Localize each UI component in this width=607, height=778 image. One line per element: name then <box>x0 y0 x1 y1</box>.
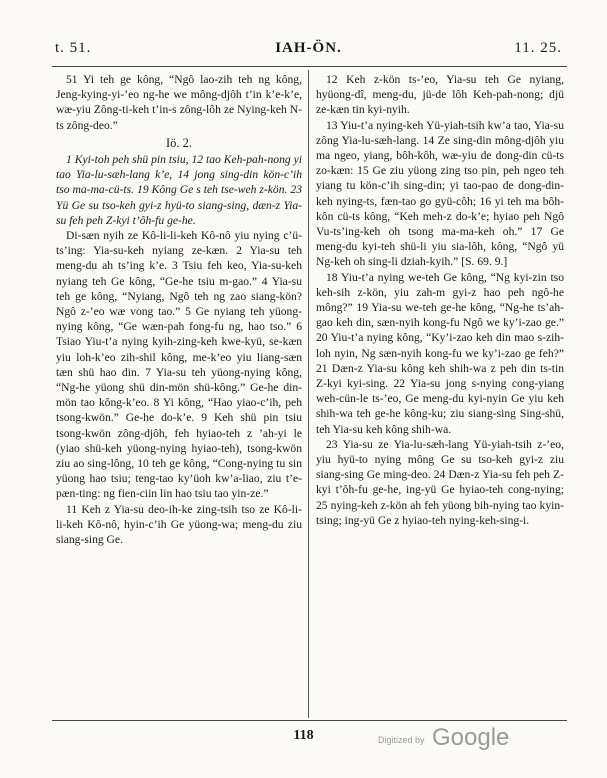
verses-18-22: 18 Yiu-t’a nying we-teh Ge kông, “Ng kyi-zin tso keh-sih z-kön, yiu zah-m gyi-z hao peh ngô-he mông?” 19 Yia-su we-teh ge-he kông, “Ng-he ts’ah-gao keh din, sæn-nyih kong-fu Ngô we ky’i-zao ge.” 20 Yiu-t’a nying kông, “Ky’i-zao keh din mao s-zih-loh nyin, Ng sæn-nyih kong-fu we ky’i-zao ge feh?” 21 Dæn-z Yia-su kông keh shih-wa z peh din ts-tin Z-kyi kyi-sing. 22 Yia-su jong s-nying cong-yiang weh-cün-le ts-’eo, Ge meng-du kyi-nyin Ge yiu keh shih-wa teh ge-he kông-ku; ziu siang-sing Sing-shü, teh Yia-su keh kông shih-wa. <box>316 270 564 436</box>
chapter-heading: Iö. 2. <box>165 135 193 150</box>
chapter-summary: 1 Kyi-toh peh shü pin tsiu, 12 tao Keh-pah-nong yi tao Yia-lu-sæh-lang k’e, 14 jong sing-din kön-c’ih tso ma-ma-cü-ts. 19 Kông Ge s teh tse-weh z-kön. 23 Yü Ge su tso-keh gyi-z hyü-to siang-sing, dæn-z Yia-su feh peh Z-kyi t’ôh-fu ge-he. <box>56 153 302 227</box>
verses-23-25: 23 Yia-su ze Yia-lu-sæh-lang Yü-yiah-tsih z-’eo, yiu hyü-to nying mông Ge su tso-keh gyi-z ziu siang-sing Ge ming-deo. 24 Dæn-z Yia-su feh peh Z-kyi t’ôh-fu ge-he, ing-yü Ge hyiao-teh cong-nying; 25 nying-keh z-kön ah feh yüong bih-nying tao kyin-tsing; ing-yü Ge z hyiao-teh nying-keh-sing-i. <box>316 437 564 527</box>
verses-1-10: Di-sæn nyih ze Kô-li-li-keh Kô-nô yiu nying c’ü-ts’ing: Yia-su-keh nyiang ze-kæn. 2 Yia-su teh meng-du ah ts’ing k’e. 3 Tsiu feh keo, Yia-su-keh nyiang teh Ge kông, “Ge-he tsiu m-gao.” 4 Yia-su teh ge kông, “Nyiang, Ngô teh ng zao siang-kön? Ngô z-’eo wæ vong tao.” 5 Ge nyiang teh yüong-nying kông, “Ge wæn-pah fong-fu ng, hao tso.” 6 Tsiao Yiu-t’a nying kyih-zing-keh kwe-kyü, se-kæn yiu loh-k’eo zih-shil kông, me-k’eo yiu liang-sæn tæn shü hao din. 7 Yia-su teh yüong-nying kông, “Ng-he yüong shü din-mön shü-kông.” Ge-he din-mön tao kông-k’eo. 8 Yi kông, “Hao yiao-c’ih, peh tsong-kwön.” Ge-he do-k’e. 9 Keh shü pin tsiu tsong-kwön zông-djôh, feh hyiao-teh z ’ah-yi le (yiao shü-keh yüong-nying hyiao-teh), tsong-kwön ziu ao sing-lông, 10 teh ge kông, “Cong-nying tu sin yüong hao tsiu; teng-tao ky’üoh kw’a-liao, ziu t’e-pæn-ting: ng fien-ciin lin hao tsiu tao yin-ze.” <box>56 229 302 501</box>
header-title: IAH-ÖN. <box>275 40 342 56</box>
verse-51: 51 Yi teh ge kông, “Ngô lao-zih teh ng kông, Jeng-kying-yi-’eo ng-he we mông-djôh t’in k’e-k’e, wæ-yiu Zông-ti-keh t’in-s zông-lôh ze Nying-keh N-ts zông-deo.” <box>56 73 302 132</box>
column-divider <box>308 70 309 718</box>
verse-12: 12 Keh z-kön ts-’eo, Yia-su teh Ge nyiang, hyüong-dî, meng-du, jü-de lôh Keh-pah-nong; djü ze-kæn tin kyi-nyih. <box>316 73 564 117</box>
header-verse-ref: 11. 25. <box>514 40 562 56</box>
top-rule <box>52 66 567 67</box>
right-column <box>316 72 564 528</box>
verses-13-17: 13 Yiu-t’a nying-keh Yü-yiah-tsih kw’a tao, Yia-su zông Yia-lu-sæh-lang. 14 Ze sing-din mông-djôh yiu ma ngeo, yiang, bôh-kôh, wæ-yiu de dong-din cü-ts zo-kæn: 15 Ge ziu yüong zing tso pin, peh ngeo teh yiang tu kön-c’ih sing-din; yi tao-pao de dong-din-keh nying-ts, fæn-tao go gyü-côh; 16 yi teh ma bôh-kôn cü-ts kông, “Keh meh-z do-k’e; hyiao peh Ngô Vu-ts’ing-keh oh tsong ma-ma-keh oh.” 17 Ge meng-du kyi-teh shü-li yiu sia-lôh, kông, “Ngô yü Ng-keh oh sing-li dziah-kyih.” [S. 69. 9.] <box>316 118 564 269</box>
page-number: 118 <box>293 728 314 743</box>
bottom-rule <box>52 720 567 721</box>
digitized-label: Digitized by <box>378 735 425 745</box>
google-watermark: Google <box>432 724 510 751</box>
running-header <box>50 40 567 60</box>
left-column <box>56 72 302 547</box>
header-chapter-ref: t. 51. <box>55 40 92 56</box>
verse-11: 11 Keh z Yia-su deo-ih-ke zing-tsih tso ze Kô-li-li-keh Kô-nô, hyin-c’ih Ge yüong-wa; meng-du ziu siang-sing Ge. <box>56 502 302 547</box>
